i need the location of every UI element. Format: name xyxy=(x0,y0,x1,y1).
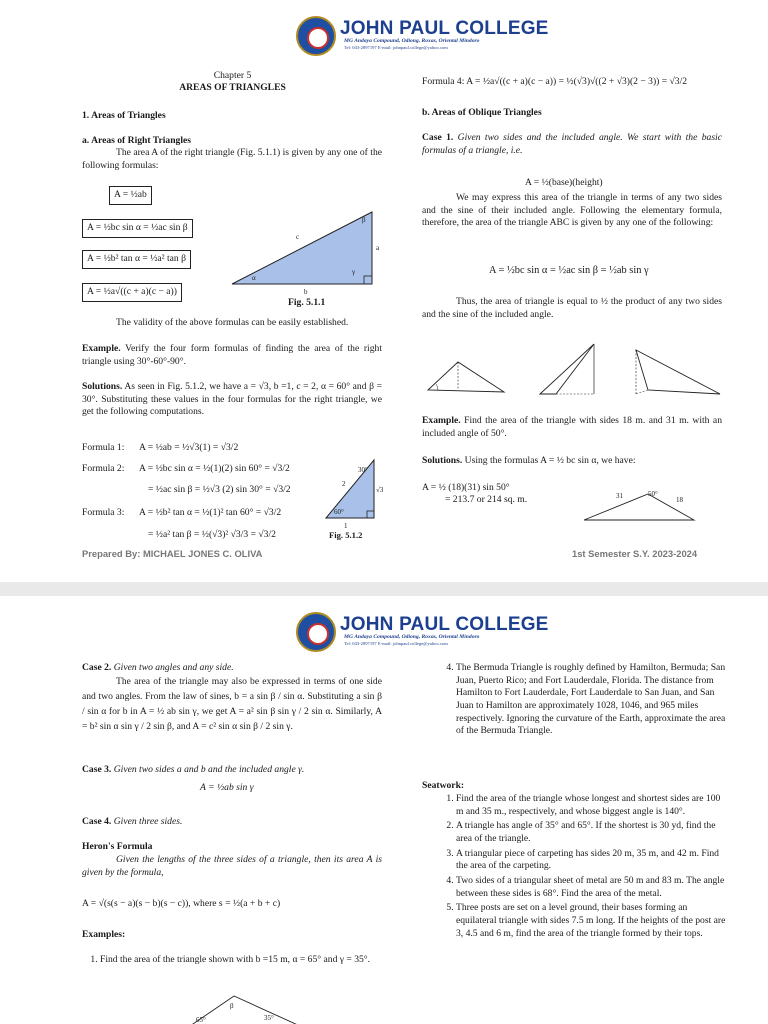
college-contact: Tel: 043-2897197 E-mail: johnpaul.college@yahoo.com xyxy=(344,641,448,646)
oblique-paragraph: We may express this area of the triangle in terms of any two sides and the sine of their included angle. Following the elementary formula, therefore, the area of the triangle ABC is given by any one of the following: xyxy=(422,192,722,229)
calculation-line: A = ½ (18)(31) sin 50° xyxy=(422,482,510,493)
example-text: Verify the four form formulas of finding the area of the right triangle using 30°-60°-90°. xyxy=(82,343,382,367)
computation-expr: A = ½b² tan α = ½(1)² tan 60° = √3/2 xyxy=(139,507,282,518)
example1-triangle-figure xyxy=(186,994,306,1024)
seatwork-item: 2. A triangle has angle of 35° and 65°. If the shortest is 30 yd, find the area of the triangle. xyxy=(456,820,728,845)
seatwork-title: Seatwork: xyxy=(422,780,465,791)
solutions-paragraph xyxy=(82,381,382,419)
example-paragraph xyxy=(82,343,382,368)
figure-caption: Fig. 5.1.1 xyxy=(288,297,326,308)
footer-semester: 1st Semester S.Y. 2023-2024 xyxy=(572,548,698,559)
angle-label: β xyxy=(362,216,366,224)
section-heading: 1. Areas of Triangles xyxy=(82,110,166,121)
angle-label: α xyxy=(252,274,256,282)
case-label: Case 3. xyxy=(82,764,112,775)
angle-label: 50° xyxy=(648,490,658,498)
case-text: Given three sides. xyxy=(113,816,183,827)
seatwork-item: 5. Three posts are set on a level ground, their bases forming an equilateral triangle with sides 7.5 m long. If the heights of the post are 3, 4.5 and 6 m, find the area of the triangle formed by their tops. xyxy=(456,902,728,940)
solutions-label: Solutions. xyxy=(422,455,463,466)
case3-formula: A = ½ab sin γ xyxy=(200,782,254,793)
example-triangle-figure xyxy=(580,490,700,524)
computation-expr: A = ½bc sin α = ½(1)(2) sin 60° = √3/2 xyxy=(139,463,290,474)
angle-label: β xyxy=(230,1002,234,1010)
case-label: Case 1. xyxy=(422,132,454,143)
case-text: Given two angles and any side. xyxy=(113,662,234,673)
example-item: 1. Find the area of the triangle shown with b =15 m, α = 65° and γ = 35°. xyxy=(100,954,382,967)
solutions2-paragraph xyxy=(422,455,722,468)
college-seal-logo xyxy=(296,612,336,652)
computation-label: Formula 3: xyxy=(82,507,125,518)
college-address: MG Andaya Compound, Odiong, Roxas, Oriental Mindoro xyxy=(344,38,480,44)
solutions-text: Using the formulas A = ½ bc sin α, we have: xyxy=(464,455,636,466)
heron-title: Heron's Formula xyxy=(82,841,153,852)
case-label: Case 4. xyxy=(82,816,112,827)
college-contact: Tel: 043-2897197 E-mail: johnpaul.college@yahoo.com xyxy=(344,45,448,50)
example-label: Example. xyxy=(82,343,121,354)
computation-expr: = ½ac sin β = ½√3 (2) sin 30° = √3/2 xyxy=(148,484,291,495)
oblique-triangle-figure xyxy=(628,344,728,400)
side-label: 18 xyxy=(676,496,683,504)
college-header xyxy=(0,610,768,656)
thus-paragraph: Thus, the area of triangle is equal to ½ the product of any two sides and the sine of the included angle. xyxy=(422,296,722,320)
angle-label: γ xyxy=(352,268,356,276)
intro-paragraph: The area A of the right triangle (Fig. 5.1.1) is given by any one of the following formulas: xyxy=(82,147,382,171)
seatwork-list xyxy=(438,793,728,942)
figure-caption: Fig. 5.1.2 xyxy=(329,530,363,540)
case-text: Given two sides a and b and the included angle γ. xyxy=(113,764,305,775)
angle-label: 35° xyxy=(264,1014,274,1022)
heron-formula: A = √(s(s − a)(s − b)(s − c)), where s = ½(a + b + c) xyxy=(82,898,281,909)
computation-label: Formula 1: xyxy=(82,442,125,453)
college-name: JOHN PAUL COLLEGE xyxy=(340,614,549,635)
subsection-heading: a. Areas of Right Triangles xyxy=(82,135,191,146)
acute-triangle-figure xyxy=(422,352,514,400)
example-text: Find the area of the triangle with sides 18 m. and 31 m. with an included angle of 50°. xyxy=(422,415,722,439)
case3-heading xyxy=(82,764,304,777)
example-item: 4. The Bermuda Triangle is roughly defined by Hamilton, Bermuda; San Juan, Puerto Rico; and Fort Lauderdale, Florida. The distance from Hamilton to Fort Lauderdale, Fort Lauderdale to San Juan, and San Juan to Hamilton are approximately 1028, 1046, and 965 miles respectively. Ignoring the curvature of the Earth, approximate the area of the Bermuda Triangle. xyxy=(456,662,728,738)
side-label: 2 xyxy=(342,480,346,488)
college-header xyxy=(0,14,768,60)
solutions-label: Solutions. xyxy=(82,381,123,392)
30-60-90-triangle-figure xyxy=(322,458,384,530)
obtuse-triangle-figure xyxy=(532,340,614,402)
case2-heading xyxy=(82,662,234,675)
case-label: Case 2. xyxy=(82,662,112,673)
side-label: 1 xyxy=(344,522,348,530)
heron-paragraph: Given the lengths of the three sides of a triangle, then its area A is given by the formula, xyxy=(82,854,382,878)
angle-label: 65° xyxy=(196,1016,206,1024)
seatwork-item: 4. Two sides of a triangular sheet of metal are 50 m and 83 m. The angle between these sides is 68°. Find the area of the metal. xyxy=(456,875,728,900)
chapter-number: Chapter 5 xyxy=(213,70,252,81)
computation-expr: A = ½ab = ½√3(1) = √3/2 xyxy=(139,442,239,453)
base-height-formula: A = ½(base)(height) xyxy=(525,177,603,188)
formula-4: Formula 4: A = ½a√((c + a)(c − a)) = ½(√3)√((2 + √3)(2 − 3)) = √3/2 xyxy=(422,76,688,87)
examples-list-continued xyxy=(438,662,728,740)
formula-box: A = ½a√((c + a)(c − a)) xyxy=(82,283,182,302)
side-label: a xyxy=(376,244,380,252)
examples-title: Examples: xyxy=(82,929,126,940)
oblique-formula: A = ½bc sin α = ½ac sin β = ½ab sin γ xyxy=(489,265,649,276)
computation-expr: = ½a² tan β = ½(√3)² √3/3 = √3/2 xyxy=(148,529,276,540)
case-text: Given two sides and the included angle. We start with the basic formulas of a triangle, i.e. xyxy=(422,132,722,156)
case1-paragraph xyxy=(422,132,722,157)
example2-paragraph xyxy=(422,415,722,440)
example-label: Example. xyxy=(422,415,461,426)
side-label: b xyxy=(304,288,308,296)
college-seal-logo xyxy=(296,16,336,56)
chapter-title: AREAS OF TRIANGLES xyxy=(179,82,286,93)
angle-label: 30° xyxy=(358,466,368,474)
angle-label: 60° xyxy=(334,508,344,516)
college-name: JOHN PAUL COLLEGE xyxy=(340,18,549,39)
computation-label: Formula 2: xyxy=(82,463,125,474)
footer-author: Prepared By: MICHAEL JONES C. OLIVA xyxy=(82,548,263,559)
side-label: c xyxy=(296,233,300,241)
seatwork-item: 3. A triangular piece of carpeting has sides 20 m, 35 m, and 42 m. Find the area of the carpeting. xyxy=(456,848,728,873)
solutions-text: As seen in Fig. 5.1.2, we have a = √3, b =1, c = 2, α = 60° and β = 30°. Substituting these values in the four formulas for the right triangle, we get the following computations. xyxy=(82,381,382,418)
case4-heading xyxy=(82,816,182,829)
subsection-heading: b. Areas of Oblique Triangles xyxy=(422,107,542,118)
calculation-line: = 213.7 or 214 sq. m. xyxy=(445,494,528,505)
formula-box: A = ½bc sin α = ½ac sin β xyxy=(82,219,193,238)
college-address: MG Andaya Compound, Odiong, Roxas, Oriental Mindoro xyxy=(344,634,480,640)
examples-list xyxy=(82,954,382,969)
side-label: √3 xyxy=(376,486,384,494)
side-label: 31 xyxy=(616,492,623,500)
page-2 xyxy=(0,596,768,1024)
formula-box: A = ½b² tan α = ½a² tan β xyxy=(82,250,191,269)
case2-paragraph: The area of the triangle may also be expressed in terms of one side and two angles. From the law of sines, b = a sin β / sin α. Substituting a sin β / sin α for b in A = ½ ab sin γ, we get A = a² sin β sin γ / 2 sin α. Similarly, A = b² sin α sin γ / 2 sin β, and A = c² sin α sin β / 2 sin γ. xyxy=(82,676,382,732)
seatwork-item: 1. Find the area of the triangle whose longest and shortest sides are 100 m and 35 m., respectively, and whose biggest angle is 140°. xyxy=(456,793,728,818)
validity-text: The validity of the above formulas can be easily established. xyxy=(116,317,349,328)
formula-box: A = ½ab xyxy=(109,186,152,205)
right-triangle-figure xyxy=(228,208,380,296)
